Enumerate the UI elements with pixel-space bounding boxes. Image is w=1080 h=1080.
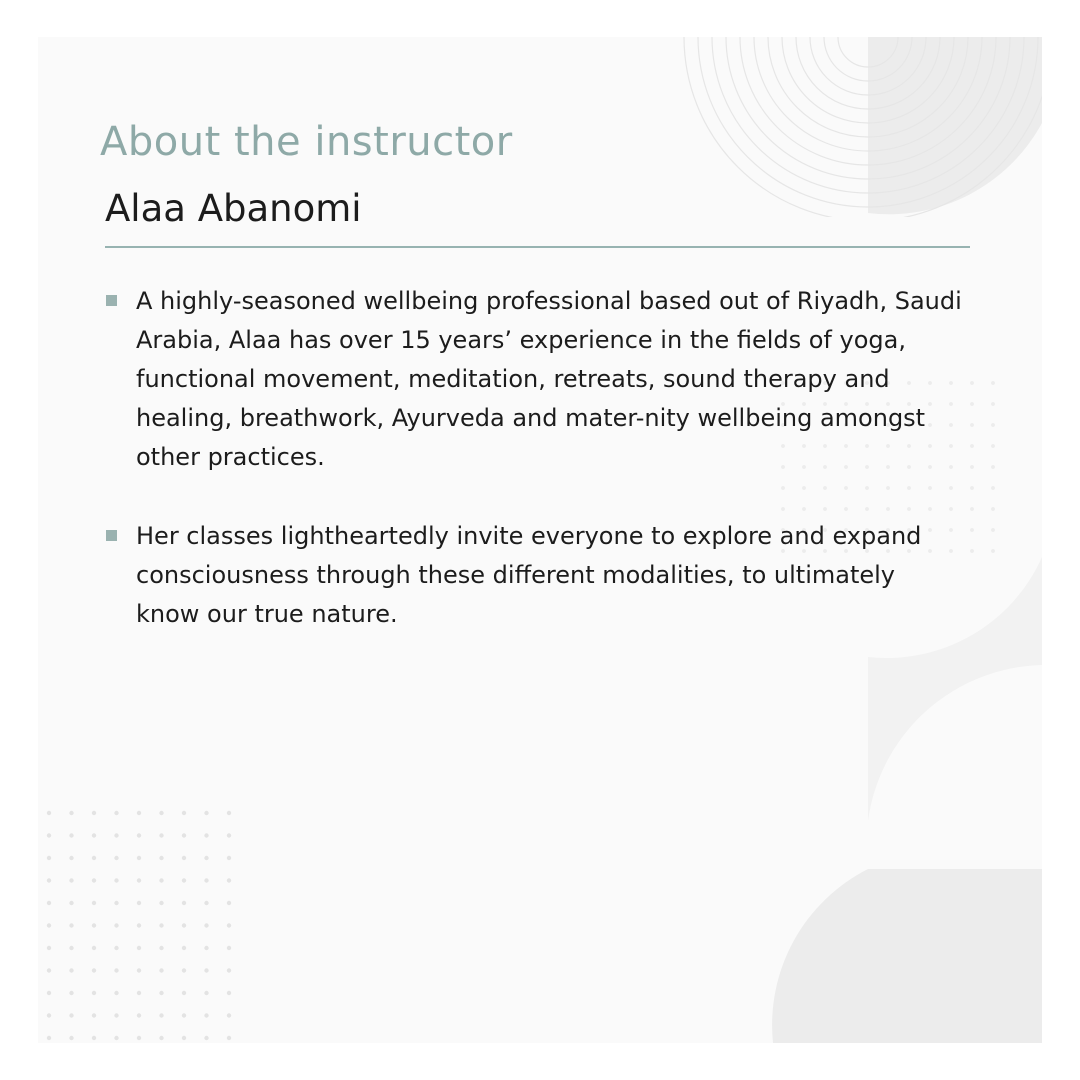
- dot-grid-pattern-bottom: [38, 809, 236, 1043]
- list-item-text: Her classes lightheartedly invite everyone to explore and expand consciousness through these different modalities, to ultimately know our true nature.: [136, 522, 922, 628]
- instructor-name: Alaa Abanomi: [105, 187, 362, 230]
- corner-shape-top: [868, 37, 1042, 214]
- list-item: [104, 282, 964, 477]
- list-item: [104, 517, 964, 634]
- square-bullet-icon: [106, 530, 117, 541]
- divider: [105, 246, 970, 248]
- corner-shape-bottom: [772, 869, 868, 1043]
- section-title: About the instructor: [100, 119, 513, 165]
- list-item-text: A highly-seasoned wellbeing professional based out of Riyadh, Saudi Arabia, Alaa has over 15 years’ experience in the fields of yoga, functional movement, meditation, retreats, sound therapy and healing, breathwork, Ayurveda and mater-nity wellbeing amongst other practices.: [136, 287, 962, 471]
- bio-list: [104, 282, 964, 674]
- content-card: [38, 37, 1042, 1043]
- square-bullet-icon: [106, 295, 117, 306]
